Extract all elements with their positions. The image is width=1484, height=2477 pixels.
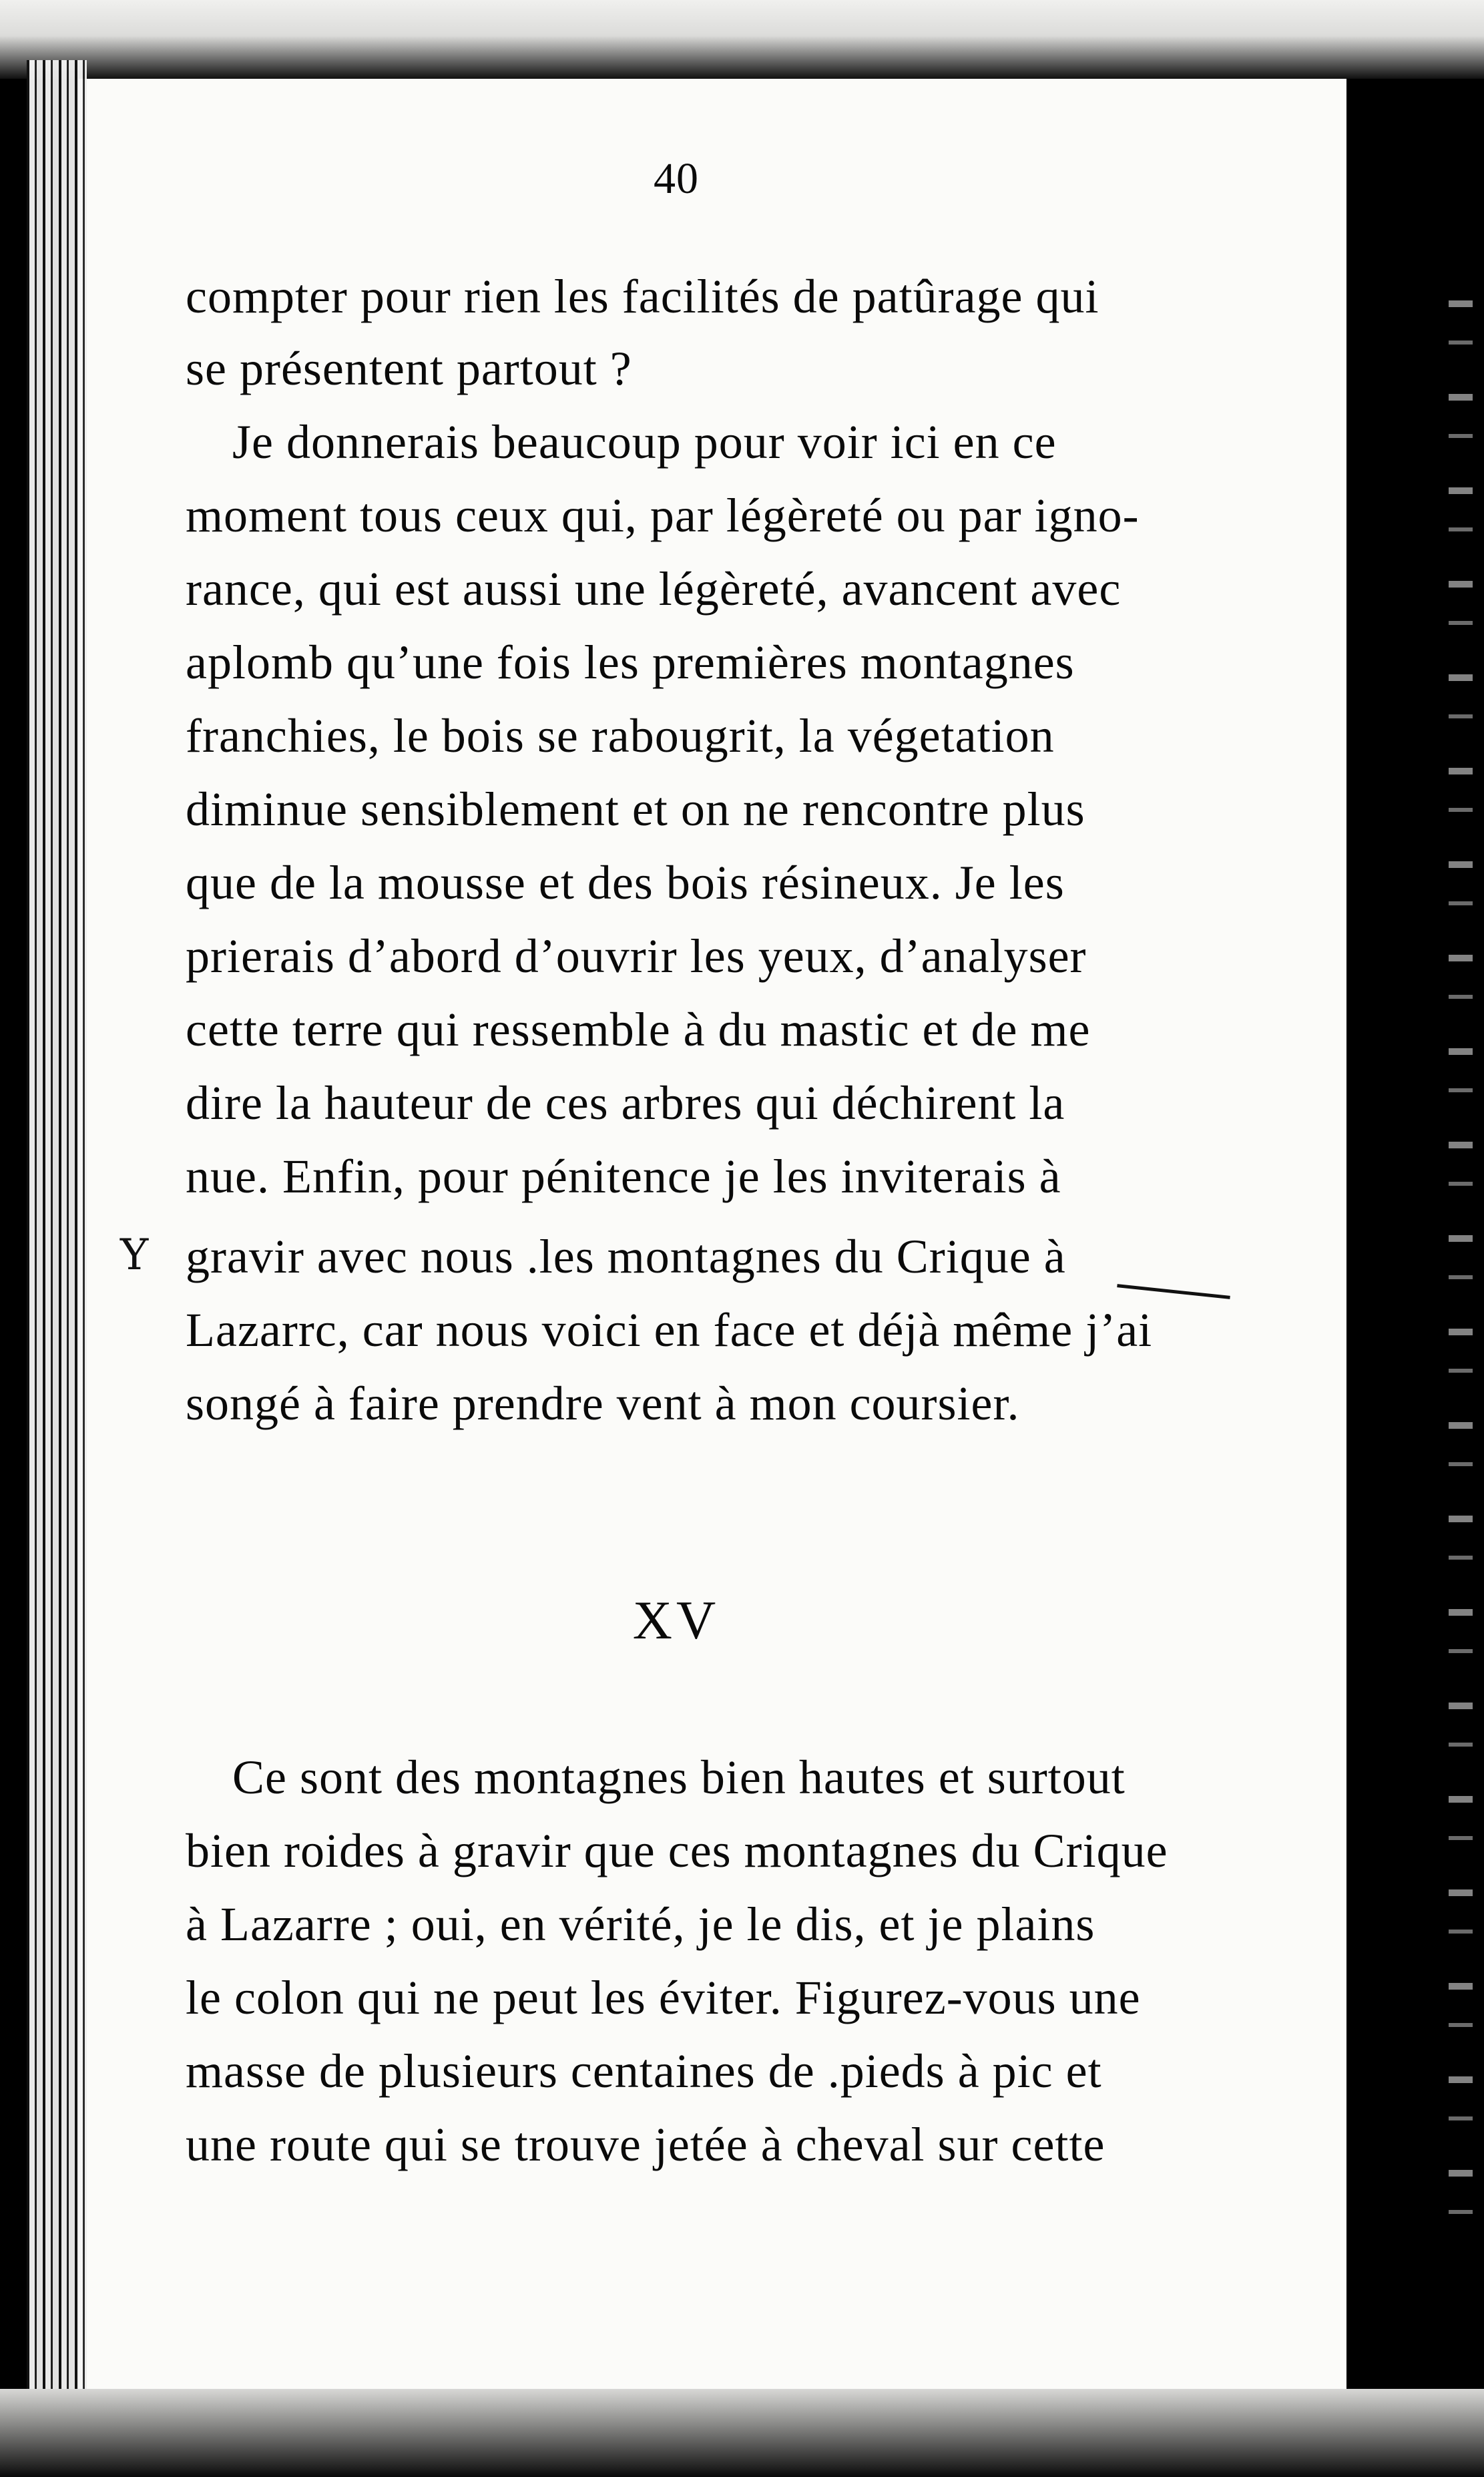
page-number bbox=[186, 154, 1334, 204]
book-binding-edge bbox=[27, 60, 87, 2437]
text-line: songé à faire prendre vent à mon coursier. bbox=[186, 1377, 1020, 1430]
text-line: le colon qui ne peut les éviter. Figurez-vous une bbox=[186, 1971, 1141, 2024]
text-line: Je donnerais beaucoup pour voir ici en ce bbox=[232, 415, 1057, 469]
text-line: à Lazarre ; oui, en vérité, je le dis, et je plains bbox=[186, 1897, 1095, 1951]
text-line: dire la hauteur de ces arbres qui déchirent la bbox=[186, 1076, 1065, 1130]
page-number-label: 40 bbox=[654, 154, 699, 203]
text-line: gravir avec nous .les montagnes du Crique à bbox=[186, 1230, 1066, 1283]
text-line: compter pour rien les facilités de patûrage qui bbox=[186, 270, 1099, 323]
margin-annotation: Y bbox=[120, 1230, 149, 1280]
text-line: une route qui se trouve jetée à cheval sur cette bbox=[186, 2118, 1105, 2171]
text-line: nue. Enfin, pour pénitence je les inviterais à bbox=[186, 1150, 1061, 1203]
text-line: franchies, le bois se rabougrit, la végetation bbox=[186, 709, 1055, 762]
text-line: se présentent partout ? bbox=[186, 342, 632, 395]
text-line: Ce sont des montagnes bien hautes et surtout bbox=[232, 1751, 1126, 1804]
text-line: Lazarrc, car nous voici en face et déjà même j’ai bbox=[186, 1303, 1153, 1357]
text-line: aplomb qu’une fois les premières montagnes bbox=[186, 636, 1075, 689]
scan-top-edge bbox=[0, 0, 1484, 79]
text-line: cette terre qui ressemble à du mastic et de me bbox=[186, 1003, 1091, 1056]
section-heading bbox=[186, 1589, 1334, 1652]
text-line: diminue sensiblement et on ne rencontre plus bbox=[186, 782, 1085, 836]
text-line: bien roides à gravir que ces montagnes du Crique bbox=[186, 1824, 1168, 1877]
text-line: masse de plusieurs centaines de .pieds à pic et bbox=[186, 2044, 1102, 2098]
text-line: moment tous ceux qui, par légèreté ou par igno- bbox=[186, 489, 1140, 542]
text-line: rance, qui est aussi une légèreté, avancent avec bbox=[186, 562, 1122, 616]
text-line: prierais d’abord d’ouvrir les yeux, d’analyser bbox=[186, 929, 1087, 983]
scan-bottom-edge bbox=[0, 2389, 1484, 2477]
text-line: que de la mousse et des bois résineux. Je les bbox=[186, 856, 1065, 909]
section-heading-label: XV bbox=[632, 1590, 720, 1650]
scan-right-speckle bbox=[1449, 300, 1473, 2237]
